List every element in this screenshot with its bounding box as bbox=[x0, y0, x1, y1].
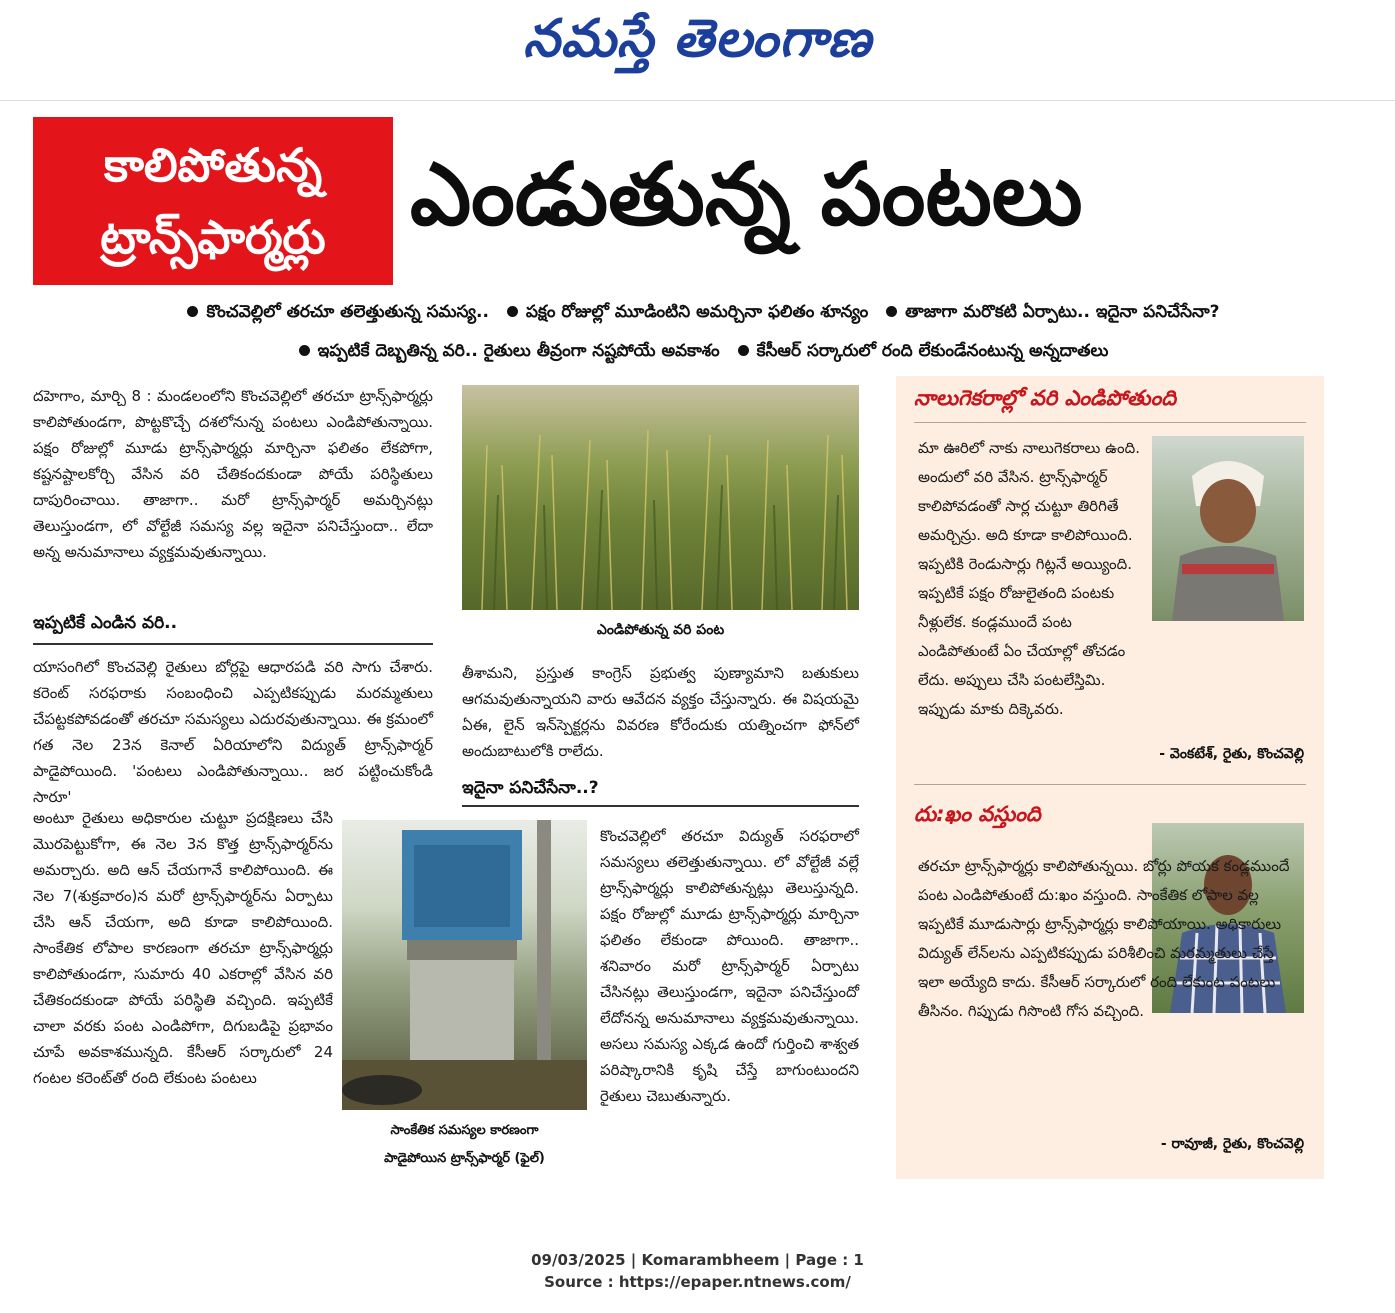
deck-item: తాజాగా మరొకటి ఏర్పాటు.. ఇదైనా పనిచేసేనా? bbox=[905, 302, 1220, 322]
headline: ఎండుతున్న పంటలు bbox=[410, 145, 1083, 245]
sidebar-title-2: దు:ఖం వస్తుంది bbox=[914, 802, 1041, 826]
footer-date-edition: 09/03/2025 | Komarambheem | Page : 1 bbox=[531, 1251, 864, 1269]
sidebar-signature-2: - రావూజీ, రైతు, కొంచవెల్లి bbox=[1160, 1136, 1304, 1152]
caption-line: పాడైపోయిన ట్రాన్స్‌ఫార్మర్ (ఫైల్) bbox=[384, 1151, 545, 1166]
masthead-logo: నమస్తే తెలంగాణ bbox=[523, 8, 872, 69]
masthead-divider bbox=[0, 100, 1395, 101]
transformer-photo bbox=[342, 820, 587, 1110]
photo-caption-1: ఎండిపోతున్న వరి పంట bbox=[596, 622, 725, 638]
deck-item: కేసీఆర్ సర్కారులో రంది లేకుండేనంటున్న అన్నదాతలు bbox=[756, 341, 1109, 361]
bullet-icon bbox=[187, 306, 198, 317]
sidebar-quote-2: తరచూ ట్రాన్స్‌ఫార్మర్లు కాలిపోతున్నయి. బోర్లు పోయక కండ్లముందే పంట ఎండిపోతుంటే దు:ఖం వస్తుంది. సాంకేతిక లోపాల వల్ల ఇప్పటికే మూడుసార్లు ట్రాన్స్‌ఫార్మర్లు కాలిపోయాయి. అధికారులు విద్యుత్ లేన్‌లను ఎప్పటికప్పుడు పరిశీలించి మరమ్మతులు చేస్తే ఇలా అయ్యేది కాదు. కేసీఆర్ సర్కారులో రంది లేకుంట పంటలు తీసినం. గిప్పుడు గిసొంటి గోస వచ్చింది. bbox=[918, 857, 1290, 1020]
kicker-line-2: ట్రాన్స్‌ఫార్మర్లు bbox=[100, 210, 326, 264]
bullet-icon bbox=[299, 345, 310, 356]
caption-line: సాంకేతిక సమస్యల కారణంగా bbox=[390, 1123, 539, 1138]
bullet-icon bbox=[507, 306, 518, 317]
deck-line-1 bbox=[0, 302, 1395, 326]
sidebar-signature-1: - వెంకటేశ్, రైతు, కొంచవెల్లి bbox=[1159, 746, 1304, 762]
kicker-box bbox=[33, 117, 393, 285]
deck-item: ఇప్పటికే దెబ్బతిన్న వరి.. రైతులు తీవ్రంగా నష్టపోయే అవకాశం bbox=[317, 341, 720, 361]
farmer-venkatesh-photo bbox=[1152, 436, 1304, 621]
subheading-1: ఇప్పటికే ఎండిన వరి.. bbox=[33, 613, 178, 633]
subheading-rule bbox=[462, 805, 859, 807]
lede-paragraph: దహెగాం, మార్చి 8 : మండలంలోని కొంచవెల్లిలో తరచూ ట్రాన్స్‌ఫార్మర్లు కాలిపోతుండగా, పొట్టకొచ్చే దశలోనున్న పంటలు ఎండిపోతున్నాయి. పక్షం రోజుల్లో మూడు ట్రాన్స్‌ఫార్మర్లు మార్చినా ఫలితం లేకపోగా, కష్టనష్టాలకోర్చి వేసిన వరి చేతికందకుండా పోయే పరిస్థితులు దాపురించాయి. తాజాగా.. మరో ట్రాన్స్‌ఫార్మర్ అమర్చినట్లు తెలుస్తుండగా, లో వోల్టేజీ సమస్య వల్ల ఇదైనా పనిచేస్తుందా.. లేదా అన్న అనుమానాలు వ్యక్తమవుతున్నాయి. bbox=[33, 387, 433, 561]
sidebar-rule bbox=[914, 784, 1306, 785]
sidebar-title-1: నాలుగెకరాల్లో వరి ఎండిపోతుంది bbox=[914, 386, 1177, 410]
deck-item: పక్షం రోజుల్లో మూడింటిని అమర్చినా ఫలితం శూన్యం bbox=[525, 302, 869, 322]
footer-source: Source : https://epaper.ntnews.com/ bbox=[544, 1273, 851, 1291]
body-paragraph-2: అంటూ రైతులు అధికారుల చుట్టూ ప్రదక్షిణలు చేసి మొరపెట్టుకోగా, ఈ నెల 3న కొత్త ట్రాన్స్‌ఫార్మర్‌ను అమర్చారు. అది ఆన్ చేయగానే కాలిపోయింది. ఈ నెల 7(శుక్రవారం)న మరో ట్రాన్స్‌ఫార్మర్‌ను ఏర్పాటు చేసి ఆన్ చేయగా, అది కూడా కాలిపోయింది. సాంకేతిక లోపాల కారణంగా తరచూ ట్రాన్స్‌ఫార్మర్లు కాలిపోతుండగా, సుమారు 40 ఎకరాల్లో వేసిన వరి చేతికందకుండా పోయే పరిస్థితి వచ్చింది. ఇప్పటికే చాలా వరకు పంట ఎండిపోగా, దిగుబడిపై ప్రభావం చూపే అవకాశమున్నది. కేసీఆర్ సర్కారులో 24 గంటల కరెంట్‌తో రంది లేకుంట పంటలు bbox=[33, 809, 333, 1087]
body-paragraph-3: తీశామని, ప్రస్తుత కాంగ్రెస్ ప్రభుత్వ పుణ్యామాని బతుకులు ఆగమవుతున్నాయని వారు ఆవేదన వ్యక్తం చేస్తున్నారు. ఈ విషయమై ఏఈ, లైన్ ఇన్‌స్పెక్టర్లను వివరణ కోరేందుకు యత్నించగా ఫోన్‌లో అందుబాటులోకి రాలేదు. bbox=[462, 664, 859, 760]
body-paragraph-4: కొంచవెల్లిలో తరచూ విద్యుత్ సరఫరాలో సమస్యలు తలెత్తుతున్నాయి. లో వోల్టేజీ వల్లే ట్రాన్స్‌ఫార్మర్లు కాలిపోతున్నట్లు తెలుస్తున్నది. పక్షం రోజుల్లో మూడు ట్రాన్స్‌ఫార్మర్లు మార్చినా ఫలితం లేకుండా పోయింది. తాజాగా.. శనివారం మరో ట్రాన్స్‌ఫార్మర్ ఏర్పాటు చేసినట్లు తెలుస్తుండగా, ఇదైనా పనిచేస్తుందో లేదోనన్న అనుమానాలు వ్యక్తమవుతున్నాయి. అసలు సమస్య ఎక్కడ ఉందో గుర్తించి శాశ్వత పరిష్కారానికి కృషి చేస్తే బాగుంటుందని రైతులు చెబుతున్నారు. bbox=[600, 827, 859, 1105]
paddy-field-photo bbox=[462, 385, 859, 610]
sidebar-quote-1: మా ఊరిలో నాకు నాలుగెకరాలు ఉంది. అందులో వరి వేసిన. ట్రాన్స్‌ఫార్మర్ కాలిపోవడంతో సార్ల చుట్టూ తిరిగితే అమర్చిన్రు. అది కూడా కాలిపోయింది. ఇప్పటికి రెండుసార్లు గిట్లనే అయ్యింది. ఇప్పటికే పక్షం రోజులైతంది పంటకు నీళ్లులేక. కండ్లముందే పంట ఎండిపోతుంటే ఏం చేయాల్లో తోచడం లేదు. అప్పులు చేసి పంటలేస్తిమి. ఇప్పుడు మాకు దిక్కెవరు. bbox=[918, 439, 1141, 718]
deck-item: కొంచవెల్లిలో తరచూ తలెత్తుతున్న సమస్య.. bbox=[206, 302, 489, 322]
bullet-icon bbox=[886, 306, 897, 317]
body-paragraph-1: యాసంగిలో కొంచవెల్లి రైతులు బోర్లపై ఆధారపడి వరి సాగు చేశారు. కరెంట్ సరఫరాకు సంబంధించి ఎప్పటికప్పుడు మరమ్మతులు చేపట్టకపోవడంతో తరచూ సమస్యలు ఎదురవుతున్నాయి. ఈ క్రమంలో గత నెల 23న కెనాల్ ఏరియాలోని విద్యుత్ ట్రాన్స్‌ఫార్మర్ పాడైపోయింది. 'పంటలు ఎండిపోతున్నాయి.. జర పట్టించుకోండి సారూ' bbox=[33, 658, 433, 806]
sidebar-rule bbox=[914, 422, 1306, 423]
deck-line-2 bbox=[0, 341, 1395, 365]
subheading-rule bbox=[33, 643, 433, 645]
subheading-2: ఇదైనా పనిచేసేనా..? bbox=[462, 778, 599, 798]
bullet-icon bbox=[738, 345, 749, 356]
quotes-sidebar bbox=[896, 376, 1324, 1179]
kicker-line-1: కాలిపోతున్న bbox=[103, 138, 323, 192]
photo-caption-2 bbox=[342, 1117, 587, 1173]
